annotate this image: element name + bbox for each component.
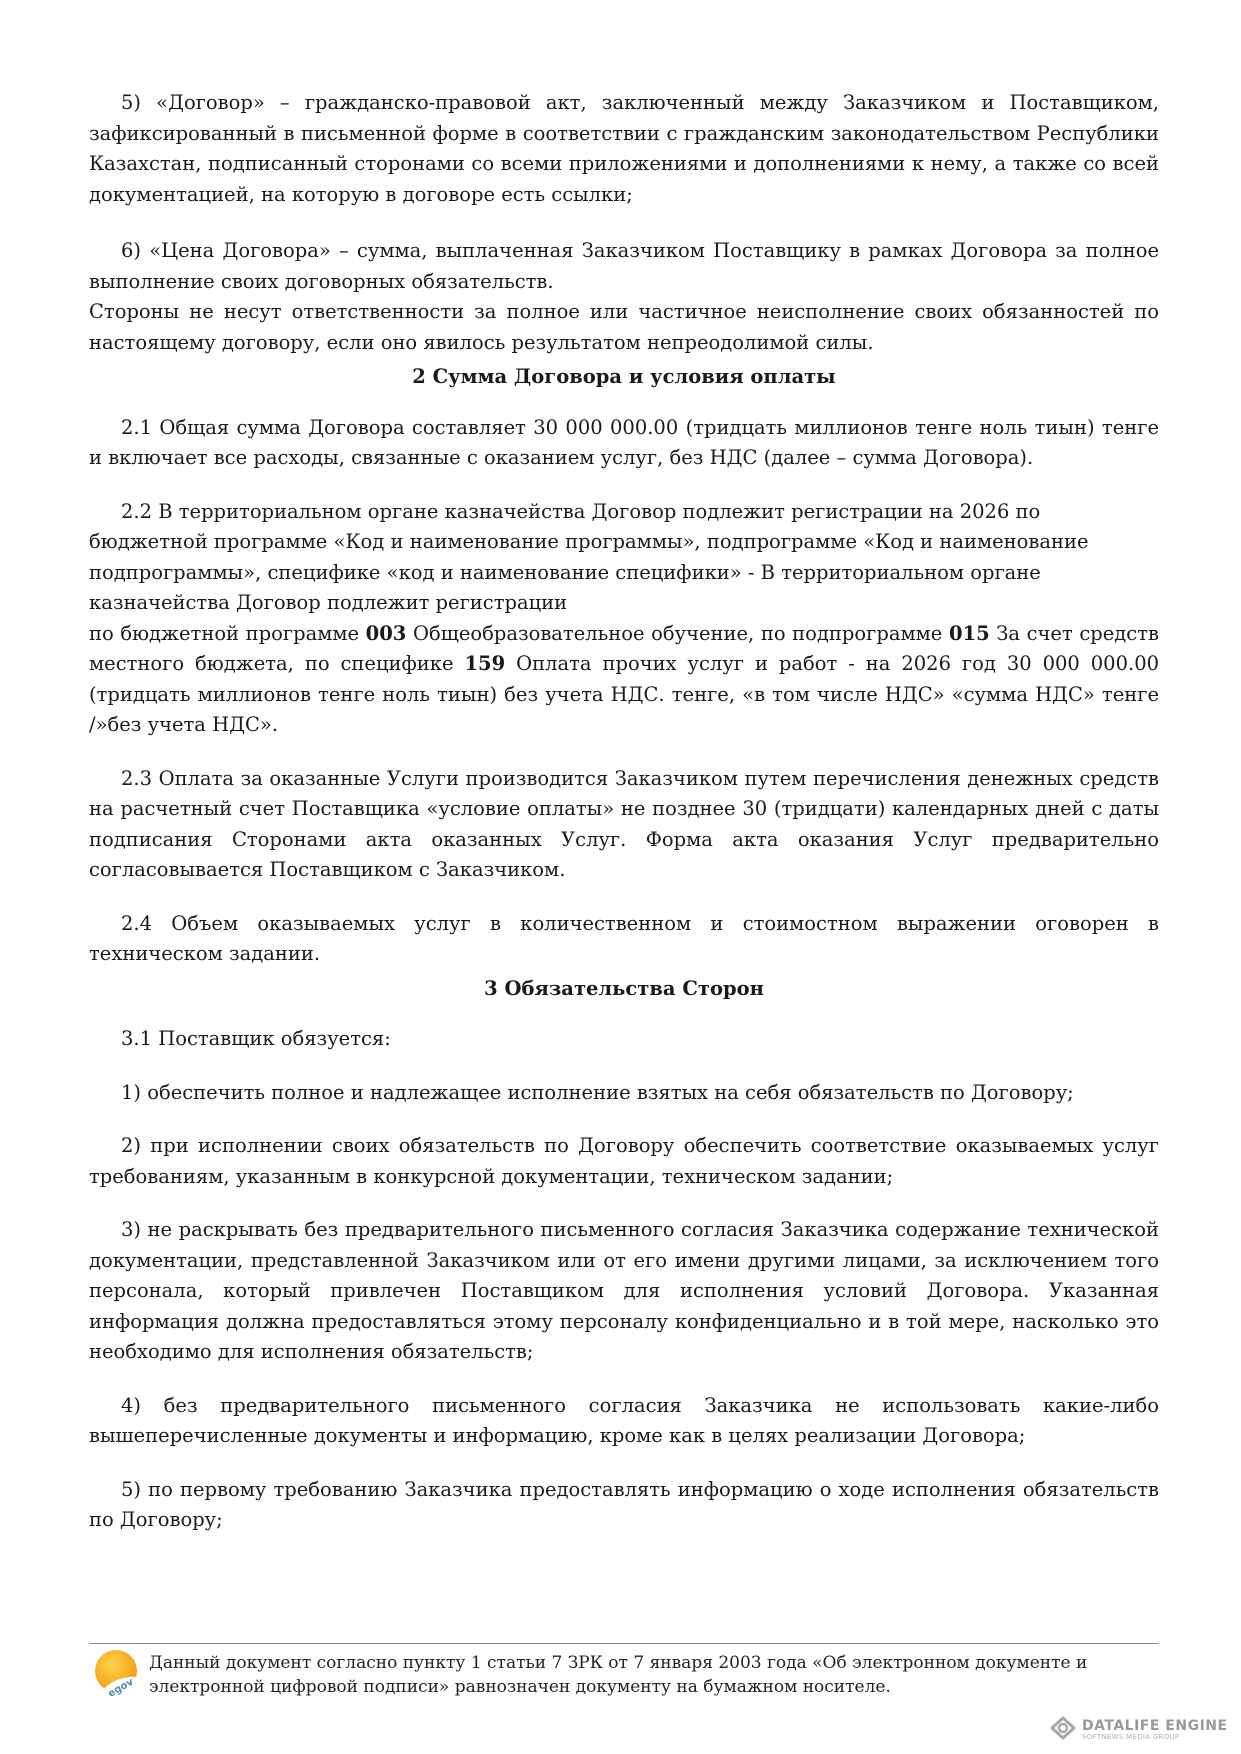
section-3-heading: 3 Обязательства Сторон <box>484 976 764 1000</box>
subprogram-code: 015 <box>948 621 990 645</box>
clause-2-1: 2.1 Общая сумма Договора составляет 30 000 000.00 (тридцать миллионов тенге ноль тиын) тенге и включает все расходы, связанные с оказанием услуг, без НДС (далее – сумма Договора). <box>89 415 1159 469</box>
svg-text:egov: egov <box>106 1676 136 1697</box>
e-signature-notice: Данный документ согласно пункту 1 статьи 7 ЗРК от 7 января 2003 года «Об электронном документе и электронной цифровой подписи» равнозначен документу на бумажном носителе. <box>149 1653 1088 1697</box>
watermark-subtitle: SOFTNEWS MEDIA GROUP <box>1082 1732 1180 1741</box>
clause-2-2-part-a: 2.2 В территориальном органе казначейства Договор подлежит регистрации на 2026 по бюджетной программе «Код и наименование программы», подпрограмме «Код и наименование подпрограммы», специфике «код и наименование специфики» - В территориальном органе казначейства Договор подлежит регистрации <box>89 499 1089 614</box>
clause-2-4: 2.4 Объем оказываемых услуг в количественном и стоимостном выражении оговорен в техническом задании. <box>89 911 1159 965</box>
specific-code: 159 <box>464 652 506 675</box>
datalife-engine-logo-icon <box>1050 1716 1076 1744</box>
obligation-item: 4) без предварительного письменного согласия Заказчика не использовать какие-либо вышеперечисленные документы и информацию, кроме как в целях реализации Договора; <box>89 1393 1159 1447</box>
clause-2-3: 2.3 Оплата за оказанные Услуги производится Заказчиком путем перечисления денежных средств на расчетный счет Поставщика «условие оплаты» не позднее 30 (тридцати) календарных дней с даты подписания Сторонами акта оказанных Услуг. Форма акта оказания Услуг предварительно согласовывается Поставщиком с Заказчиком. <box>89 766 1159 881</box>
force-majeure-clause: Стороны не несут ответственности за полное или частичное неисполнение своих обязанностей по настоящему договору, если оно явилось результатом непреодолимой силы. <box>89 300 1159 354</box>
clause-3-1: 3.1 Поставщик обязуется: <box>121 1027 391 1050</box>
egov-sun-logo-icon <box>92 1647 142 1697</box>
definition-contract-price: 6) «Цена Договора» – сумма, выплаченная Заказчиком Поставщику в рамках Договора за полное выполнение своих договорных обязательств. <box>89 239 1159 293</box>
document-page <box>89 0 1159 1536</box>
obligation-item: 2) при исполнении своих обязательств по Договору обеспечить соответствие оказываемых услуг требованиям, указанным в конкурсной документации, техническом задании; <box>89 1134 1159 1188</box>
footer-divider <box>89 1643 1159 1644</box>
obligation-item: 5) по первому требованию Заказчика предоставлять информацию о ходе исполнения обязательств по Договору; <box>89 1477 1159 1531</box>
clause-2-2-part-b: по бюджетной программе 003 Общеобразовательное обучение, по подпрограмме 015 За счет средств местного бюджета, по специфике 159 Оплата прочих услуг и работ - на 2026 год 30 000 000.00 (тридцать миллионов тенге ноль тиын) без учета НДС. тенге, «в том числе НДС» «сумма НДС» тенге /»без учета НДС». <box>89 621 1160 736</box>
datalife-engine-watermark <box>1050 1710 1228 1750</box>
section-2-heading: 2 Сумма Договора и условия оплаты <box>412 365 836 388</box>
definition-contract: 5) «Договор» – гражданско-правовой акт, заключенный между Заказчиком и Поставщиком, зафиксированный в письменной форме в соответствии с гражданским законодательством Республики Казахстан, подписанный сторонами со всеми приложениями и дополнениями к нему, а также со всей документацией, на которую в договоре есть ссылки; <box>89 91 1159 206</box>
program-code: 003 <box>365 621 407 645</box>
obligation-item: 1) обеспечить полное и надлежащее исполнение взятых на себя обязательств по Договору; <box>121 1080 1074 1104</box>
obligation-item: 3) не раскрывать без предварительного письменного согласия Заказчика содержание технической документации, представленной Заказчиком или от его имени другими лицами, за исключением того персонала, который привлечен Поставщиком для исполнения условий Договора. Указанная информация должна предоставляться этому персоналу конфиденциально и в той мере, насколько это необходимо для исполнения обязательств; <box>89 1218 1159 1363</box>
watermark-title: DATALIFE ENGINE <box>1082 1717 1228 1734</box>
